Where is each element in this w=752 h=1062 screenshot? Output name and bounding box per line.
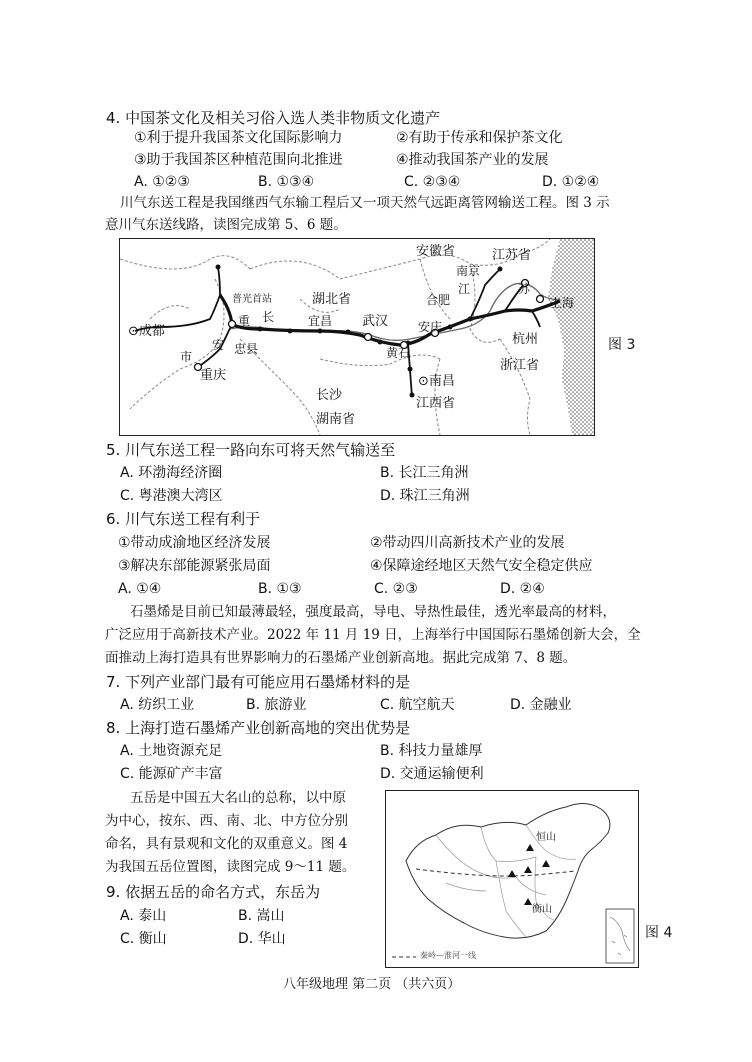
- map4-drawing: [386, 791, 638, 967]
- label-jiang: 江: [458, 282, 471, 296]
- q9-stem: 9. 依据五岳的命名方式，东岳为: [106, 883, 321, 901]
- label-south-mountain: 衡山: [532, 904, 552, 915]
- sea-area: [548, 239, 594, 435]
- q5-option-d: D. 珠江三角洲: [380, 488, 470, 504]
- intro78-line1: 石墨烯是目前已知最薄最轻，强度最高，导电、导热性最佳，透光率最高的材料，: [130, 604, 616, 620]
- label-yichang: 宜昌: [308, 314, 333, 328]
- q5-option-b: B. 长江三角洲: [380, 465, 469, 481]
- label-zhongxian: 忠县: [234, 342, 259, 356]
- q5-stem: 5. 川气东送工程一路向东可将天然气输送至: [106, 441, 396, 459]
- q4-option-a: A. ①②③: [134, 174, 190, 190]
- q7-option-b: B. 旅游业: [246, 697, 307, 713]
- q6-option-a: A. ①④: [118, 581, 162, 597]
- label-puguang: 普光首站: [232, 294, 272, 305]
- q8-option-b: B. 科技力量雄厚: [380, 743, 483, 759]
- q6-statement-2: ②带动四川高新技术产业的发展: [370, 535, 565, 551]
- label-nanjing: 南京: [456, 264, 481, 278]
- q8-option-a: A. 土地资源充足: [120, 743, 223, 759]
- figure-4-caption: 图 4: [645, 925, 673, 941]
- figure-4-five-mountains-map: [385, 790, 639, 968]
- intro911-line4: 为我国五岳位置图，读图完成 9～11 题。: [105, 859, 356, 875]
- legend-qinling-huaihe: 秦岭—淮河一线: [420, 951, 476, 960]
- intro911-line1: 五岳是中国五大名山的总称，以中原: [130, 790, 346, 806]
- label-nanchang: ⊙南昌: [418, 374, 455, 389]
- label-chang: 长: [262, 310, 275, 324]
- intro78-line2: 广泛应用于高新技术产业。2022 年 11 月 19 日，上海举行中国国际石墨烯创新大会，全: [105, 627, 641, 643]
- q4-statement-3: ③助于我国茶区种植范围向北推进: [134, 152, 343, 168]
- q4-option-b: B. ①③④: [258, 174, 315, 190]
- label-an: 安: [212, 338, 225, 352]
- intro78-line3: 面推动上海打造具有世界影响力的石墨烯产业创新高地。据此完成第 7、8 题。: [105, 650, 577, 666]
- q8-option-c: C. 能源矿产丰富: [120, 766, 223, 782]
- label-changsha: 长沙: [316, 388, 343, 403]
- label-chong: 重: [238, 314, 251, 328]
- label-wuhan: 武汉: [362, 314, 389, 329]
- q4-statement-2: ②有助于传承和保护茶文化: [396, 130, 563, 146]
- label-su: 苏: [518, 282, 531, 296]
- q9-option-d: D. 华山: [238, 931, 286, 947]
- q6-statement-1: ①带动成渝地区经济发展: [118, 535, 271, 551]
- q8-option-d: D. 交通运输便利: [380, 766, 484, 782]
- page-footer: 八年级地理 第二页 （共六页）: [283, 977, 461, 992]
- label-hunan: 湖南省: [316, 412, 356, 427]
- label-hubei: 湖北省: [312, 292, 352, 307]
- q5-option-a: A. 环渤海经济圈: [120, 465, 223, 481]
- label-hefei: 合肥: [426, 293, 451, 307]
- label-chengdu: ⊙成都: [128, 324, 165, 339]
- q4-statement-4: ④推动我国茶产业的发展: [396, 152, 549, 168]
- label-jiangsu: 江苏省: [492, 248, 532, 263]
- label-zhejiang: 浙江省: [500, 358, 540, 373]
- q4-option-c: C. ②③④: [404, 174, 461, 190]
- q7-stem: 7. 下列产业部门最有可能应用石墨烯材料的是: [106, 673, 411, 691]
- figure-3-pipeline-map: [119, 238, 595, 436]
- q5-option-c: C. 粤港澳大湾区: [120, 488, 223, 504]
- intro56-line2: 意川气东送线路，读图完成第 5、6 题。: [105, 217, 347, 233]
- q6-statement-4: ④保障途经地区天然气安全稳定供应: [370, 558, 593, 574]
- q6-stem: 6. 川气东送工程有利于: [106, 510, 261, 528]
- q4-option-d: D. ①②④: [542, 174, 600, 190]
- q8-stem: 8. 上海打造石墨烯产业创新高地的突出优势是: [106, 719, 411, 737]
- intro911-line2: 为中心，按东、西、南、北、中方位分别: [105, 813, 348, 829]
- china-outline: [406, 803, 610, 938]
- q6-option-d: D. ②④: [500, 581, 545, 597]
- figure-3-caption: 图 3: [608, 337, 636, 353]
- q6-option-c: C. ②③: [374, 581, 418, 597]
- q7-option-c: C. 航空航天: [380, 697, 455, 713]
- q9-option-a: A. 泰山: [120, 908, 167, 924]
- label-shanghai: 上海: [550, 296, 575, 310]
- label-anqing: 安庆: [418, 320, 443, 334]
- q4-statement-1: ①利于提升我国茶文化国际影响力: [134, 130, 343, 146]
- label-huangshi: 黄石: [386, 346, 411, 360]
- q4-stem: 4. 中国茶文化及相关习俗入选人类非物质文化遗产: [106, 109, 441, 127]
- label-north-mountain: 恒山: [536, 832, 556, 843]
- label-anhui: 安徽省: [416, 244, 456, 259]
- q7-option-d: D. 金融业: [510, 697, 572, 713]
- intro911-line3: 命名，具有景观和文化的双重意义。图 4: [105, 836, 348, 852]
- q7-option-a: A. 纺织工业: [120, 697, 195, 713]
- label-hangzhou: 杭州: [512, 332, 539, 347]
- q9-option-b: B. 嵩山: [238, 908, 285, 924]
- label-chongqing: 重庆: [200, 368, 227, 383]
- label-shi: 市: [180, 350, 193, 364]
- qinling-huaihe-line: [416, 869, 576, 876]
- q9-option-c: C. 衡山: [120, 931, 167, 947]
- q6-option-b: B. ①③: [258, 581, 302, 597]
- q6-statement-3: ③解决东部能源紧张局面: [118, 558, 271, 574]
- intro56-line1: 川气东送工程是我国继西气东输工程后又一项天然气远距离管网输送工程。图 3 示: [120, 195, 610, 211]
- label-jiangxi: 江西省: [416, 396, 456, 411]
